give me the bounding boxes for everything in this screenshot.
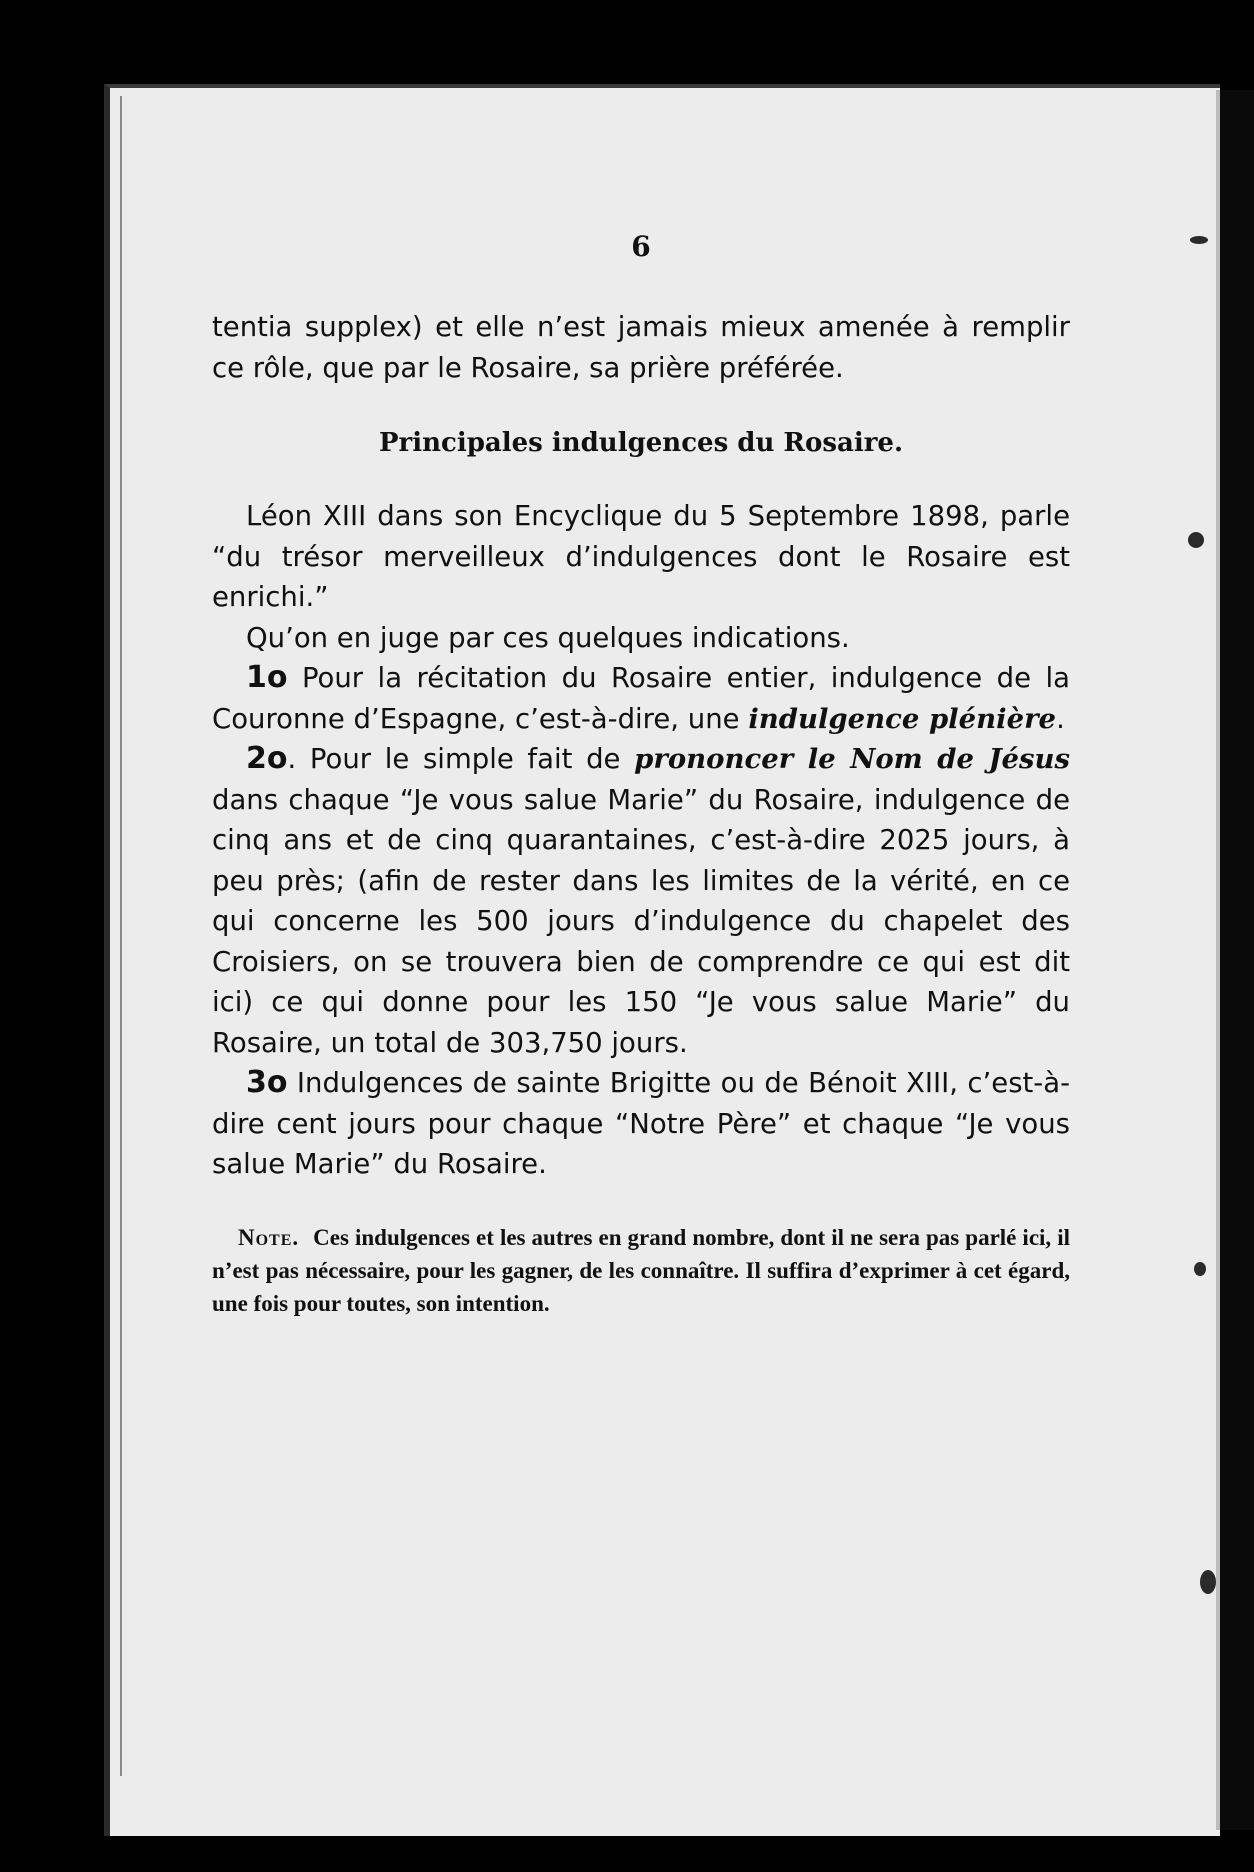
indulgence-item-3 xyxy=(212,1063,1070,1185)
note-label: Note. xyxy=(238,1224,300,1250)
item-number: 1o xyxy=(246,660,288,695)
dark-binding-edge xyxy=(1220,90,1254,1830)
indulgence-item-1 xyxy=(212,658,1070,739)
paragraph-indications: Qu’on en juge par ces quelques indications. xyxy=(246,621,850,654)
section-heading: Principales indulgences du Rosaire. xyxy=(378,428,904,458)
note-text: Ces indulgences et les autres en grand nombre, dont il ne sera pas parlé ici, il n’est pas nécessaire, pour les gagner, de les connaître. Il suffira d’exprimer à cet égard, une fois pour toutes, son intention. xyxy=(212,1224,1070,1316)
scan-speck xyxy=(1188,532,1204,548)
item-text: Pour la récitation du Rosaire entier, indulgence de la Couronne d’Espagne, c’est-à-dire, une xyxy=(212,662,1070,735)
item-text: Indulgences de sainte Brigitte ou de Bénoit XIII, c’est-à-dire cent jours pour chaque “Notre Père” et chaque “Je vous salue Marie” du Rosaire. xyxy=(212,1067,1070,1180)
item-emphasis: prononcer le Nom de Jésus xyxy=(634,743,1070,775)
scan-speck xyxy=(1200,1570,1216,1594)
paragraph-encyclical: Léon XIII dans son Encyclique du 5 Septembre 1898, parle “du trésor merveilleux d’indulgences dont le Rosaire est enrichi.” xyxy=(212,500,1070,613)
item-rest: dans chaque “Je vous salue Marie” du Rosaire, indulgence de cinq ans et de cinq quarantaines, c’est-à-dire 2025 jours, à peu près; (afin de rester dans les limites de la vérité, en ce qui concerne les 500 jours d’indulgence du chapelet des Croisiers, on se trouvera bien de comprendre ce qui est dit ici) ce qui donne pour les 150 “Je vous salue Marie” du Rosaire, un total de 303,750 jours. xyxy=(212,783,1070,1059)
item-number: 3o xyxy=(246,1065,288,1100)
page-text xyxy=(212,230,1070,1343)
item-emphasis: indulgence plénière xyxy=(748,702,1057,735)
page-number: 6 xyxy=(631,230,651,263)
scan-speck xyxy=(1194,1262,1206,1276)
footnote xyxy=(212,1221,1070,1320)
item-number: 2o xyxy=(246,741,288,776)
item-text: . Pour le simple fait de xyxy=(287,743,635,775)
opening-paragraph: tentia supplex) et elle n’est jamais mieux amenée à remplir ce rôle, que par le Rosaire, sa prière préférée. xyxy=(212,311,1070,384)
item-end: . xyxy=(1056,702,1065,735)
scan-speck xyxy=(1190,236,1208,244)
indulgence-item-2 xyxy=(212,739,1070,1063)
left-margin-rule xyxy=(120,96,122,1776)
